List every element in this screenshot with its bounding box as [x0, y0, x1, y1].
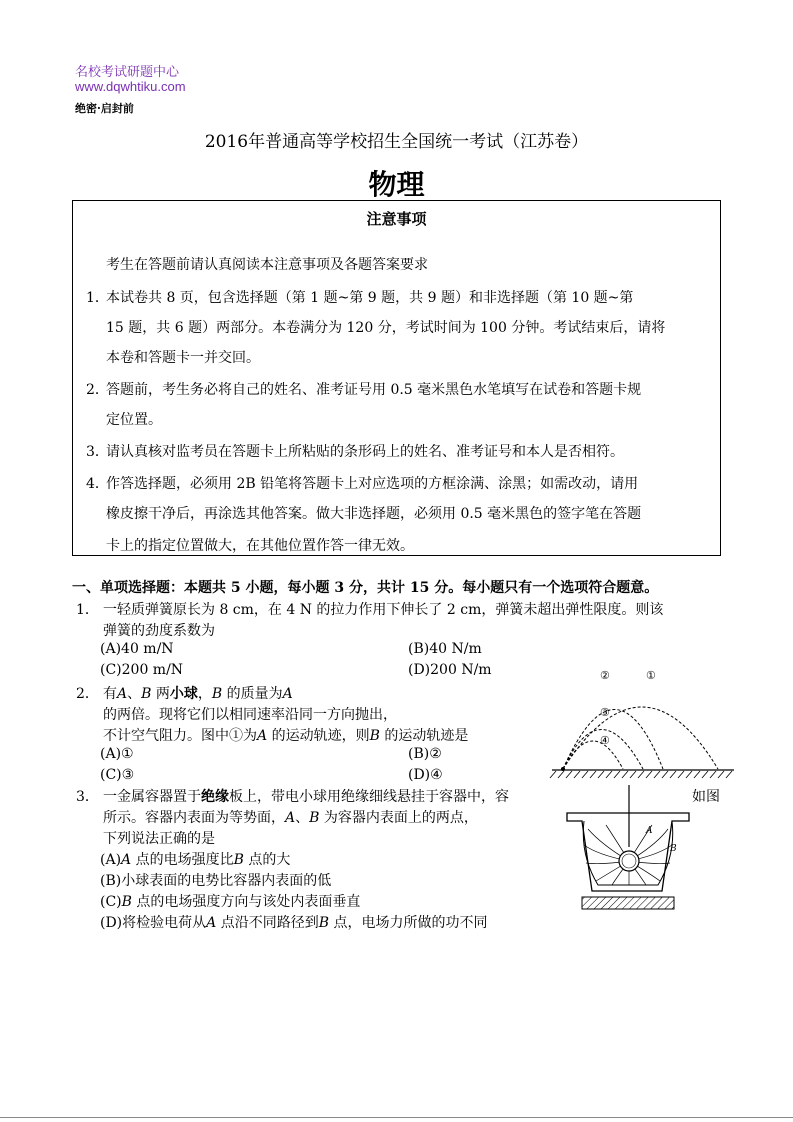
notice-item-line: 答题前，考生务必将自己的姓名、准考证号用 0.5 毫米黑色水笔填写在试卷和答题卡规: [106, 382, 642, 398]
notice-item-line: 卡上的指定位置做大，在其他位置作答一律无效。: [106, 538, 414, 554]
point-b-label: B: [670, 844, 677, 854]
trajectory-label-1: ①: [646, 669, 656, 682]
notice-item-line: 本卷和答题卡一并交回。: [106, 350, 260, 366]
trajectory-figure: [548, 665, 738, 780]
question-number: 3．: [76, 789, 99, 805]
option-b[interactable]: (B)40 N/m: [408, 641, 482, 657]
brand-name: 名校考试研题中心: [75, 64, 180, 79]
trajectory-2: [563, 710, 663, 770]
option-c[interactable]: (C)B 点的电场强度方向与该处内表面垂直: [100, 894, 361, 910]
notice-heading: 注意事项: [366, 210, 427, 228]
option-c[interactable]: (C)③: [100, 767, 135, 783]
notice-item-line: 橡皮擦干净后，再涂选其他答案。做大非选择题，必须用 0.5 毫米黑色的签字笔在答题: [106, 506, 642, 522]
question-text: 的两倍。现将它们以相同速率沿同一方向抛出，: [103, 707, 397, 723]
question-number: 2．: [76, 686, 99, 702]
subject-title: 物理: [368, 168, 425, 201]
option-c[interactable]: (C)200 m/N: [100, 662, 184, 678]
notice-item-num: 2．: [86, 382, 109, 398]
section-heading: 一、单项选择题：本题共 5 小题，每小题 3 分，共计 15 分。每小题只有一个选项符合题意。: [72, 580, 659, 596]
question-text: 不计空气阻力。图中①为A 的运动轨迹，则B 的运动轨迹是: [103, 728, 469, 744]
notice-item-num: 3．: [86, 444, 109, 460]
question-text: 弹簧的劲度系数为: [103, 623, 215, 639]
question-number: 1．: [76, 602, 99, 618]
notice-item-line: 本试卷共 8 页，包含选择题（第 1 题~第 9 题，共 9 题）和非选择题（第 10 题~第: [106, 290, 634, 306]
trajectory-4: [563, 741, 623, 769]
option-d[interactable]: (D)④: [408, 767, 443, 783]
question-text: 下列说法正确的是: [103, 831, 215, 847]
question-text-tail: 如图: [692, 789, 720, 805]
point-a-label: A: [646, 826, 653, 836]
trajectory-1: [563, 707, 718, 769]
notice-item-line: 请认真核对监考员在答题卡上所粘贴的条形码上的姓名、准考证号和本人是否相符。: [106, 444, 624, 460]
option-b[interactable]: (B)②: [408, 746, 442, 762]
question-text: 有A、B 两小球，B 的质量为A: [103, 686, 293, 702]
notice-intro: 考生在答题前请认真阅读本注意事项及各题答案要求: [106, 257, 428, 273]
option-d[interactable]: (D)将检验电荷从A 点沿不同路径到B 点，电场力所做的功不同: [100, 915, 488, 931]
trajectory-label-4: ④: [600, 734, 610, 747]
option-a[interactable]: (A)①: [100, 746, 134, 762]
trajectory-label-2: ②: [600, 669, 610, 682]
notice-item-line: 15 题，共 6 题）两部分。本卷满分为 120 分，考试时间为 100 分钟。考试结束后，请将: [106, 320, 666, 336]
question-text: 所示。容器内表面为等势面，A、B 为容器内表面上的两点，: [103, 810, 478, 826]
option-a[interactable]: (A)A 点的电场强度比B 点的大: [100, 852, 291, 868]
notice-item-line: 定位置。: [106, 412, 162, 428]
option-a[interactable]: (A)40 m/N: [100, 641, 174, 657]
notice-item-num: 1．: [86, 290, 109, 306]
bottom-rule: [0, 1117, 793, 1118]
notice-item-num: 4．: [86, 476, 109, 492]
brand-url[interactable]: www.dqwhtiku.com: [75, 79, 186, 94]
option-b[interactable]: (B)小球表面的电势比容器内表面的低: [100, 873, 332, 889]
trajectory-label-3: ③: [600, 706, 610, 719]
exam-title: 2016年普通高等学校招生全国统一考试（江苏卷）: [204, 132, 589, 152]
confidential-mark: 绝密·启封前: [75, 102, 134, 115]
question-text: 一金属容器置于绝缘板上，带电小球用绝缘细线悬挂于容器中，容: [103, 789, 509, 805]
question-text: 一轻质弹簧原长为 8 cm，在 4 N 的拉力作用下伸长了 2 cm，弹簧未超出弹性限度。则该: [103, 602, 664, 618]
notice-item-line: 作答选择题，必须用 2B 铅笔将答题卡上对应选项的方框涂满、涂黑；如需改动，请用: [106, 476, 639, 492]
option-d[interactable]: (D)200 N/m: [408, 662, 492, 678]
container-figure: [562, 785, 694, 915]
